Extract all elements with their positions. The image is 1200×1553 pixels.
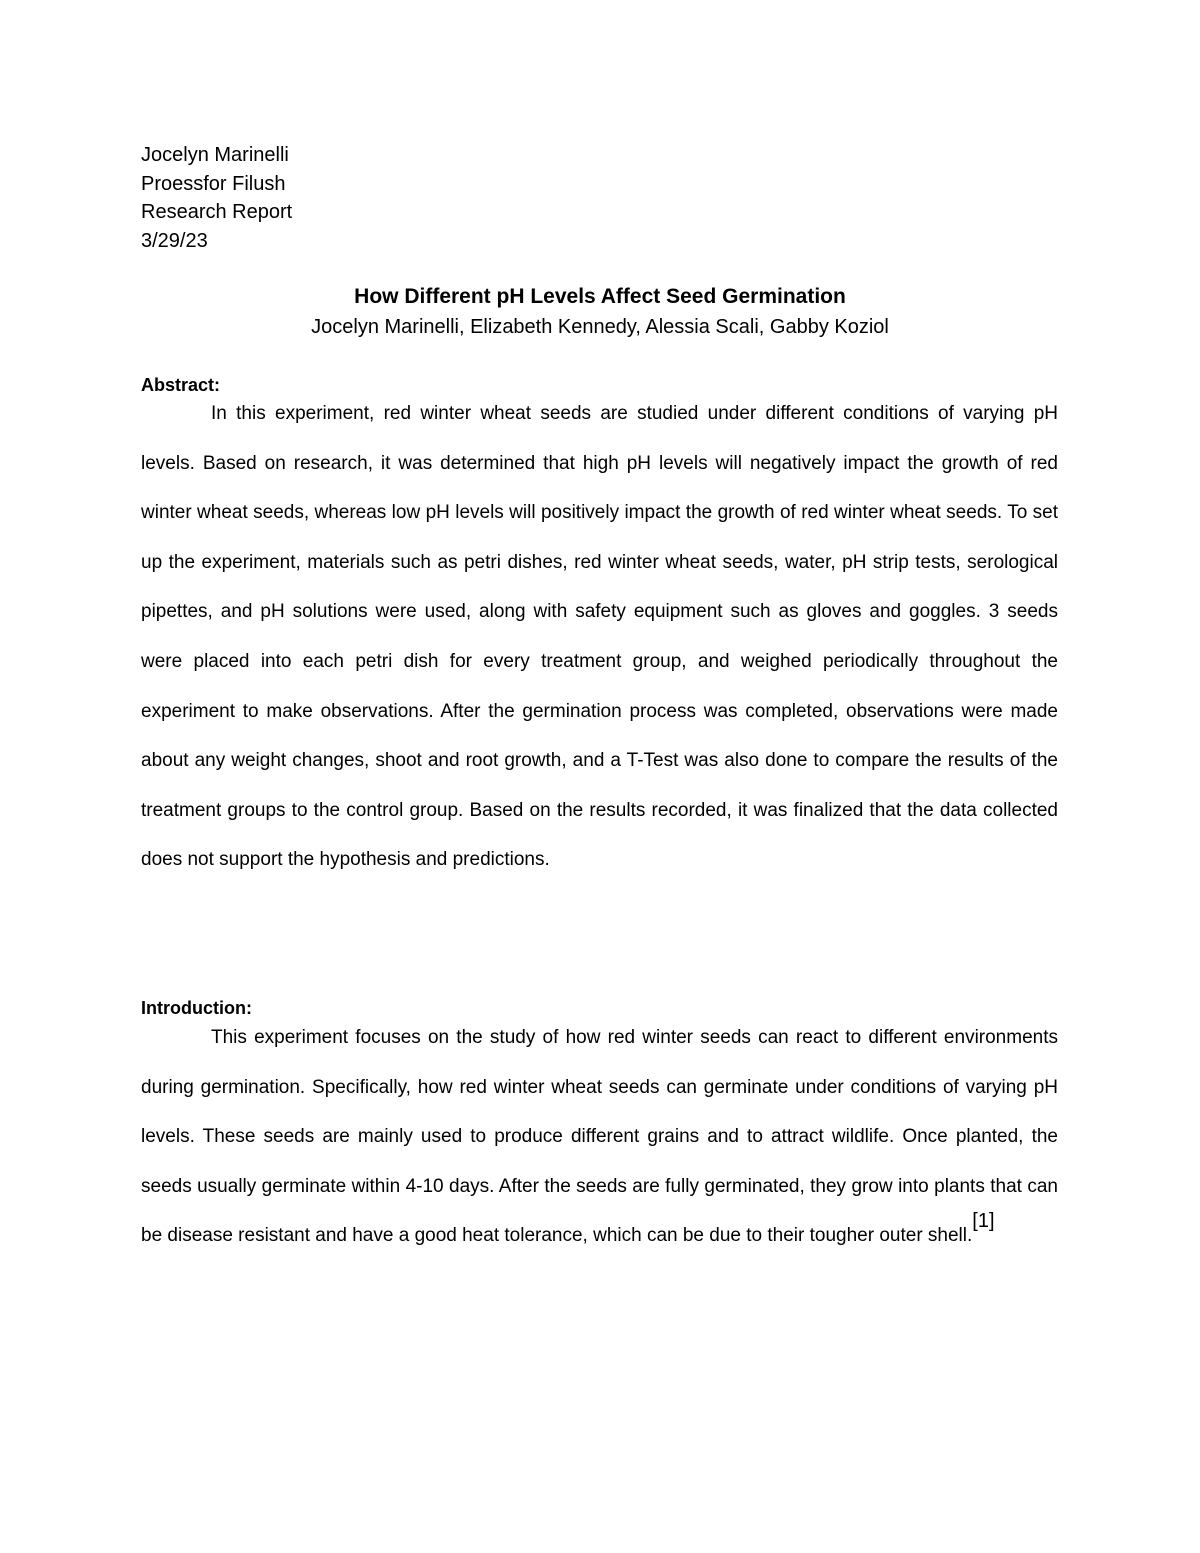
document-header — [141, 141, 292, 255]
header-doc-type: Research Report — [141, 201, 293, 223]
header-professor: Proessfor Filush — [141, 172, 286, 195]
citation-marker: [1] — [972, 1210, 995, 1233]
introduction-heading: Introduction: — [141, 998, 252, 1018]
document-title: How Different pH Levels Affect Seed Germination — [354, 285, 846, 308]
header-author: Jocelyn Marinelli — [141, 144, 289, 166]
header-date: 3/29/23 — [141, 229, 208, 252]
abstract-heading: Abstract: — [141, 375, 221, 395]
introduction-body — [141, 1013, 1058, 1261]
introduction-text: This experiment focuses on the study of how red winter seeds can react to different environments during germination. Specifically, how red winter wheat seeds can germinate under conditions of varying pH levels. These seeds are mainly used to produce different grains and to attract wildlife. Once planted, the seeds usually germinate within 4-10 days. After the seeds are fully germinated, they grow into plants that can be disease resistant and have a good heat tolerance, which can be due to their tougher outer shell. — [141, 1027, 1058, 1247]
abstract-body: In this experiment, red winter wheat seeds are studied under different conditions of varying pH levels. Based on research, it was determined that high pH levels will negatively impact the growth of red winter wheat seeds, whereas low pH levels will positively impact the growth of red winter wheat seeds. To set up the experiment, materials such as petri dishes, red winter wheat seeds, water, pH strip tests, serological pipettes, and pH solutions were used, along with safety equipment such as gloves and goggles. 3 seeds were placed into each petri dish for every treatment group, and weighed periodically throughout the experiment to make observations. After the germination process was completed, observations were made about any weight changes, shoot and root growth, and a T-Test was also done to compare the results of the treatment groups to the control group. Based on the results recorded, it was finalized that the data collected does not support the hypothesis and predictions. — [141, 403, 1058, 871]
author-list: Jocelyn Marinelli, Elizabeth Kennedy, Alessia Scali, Gabby Koziol — [311, 316, 889, 338]
